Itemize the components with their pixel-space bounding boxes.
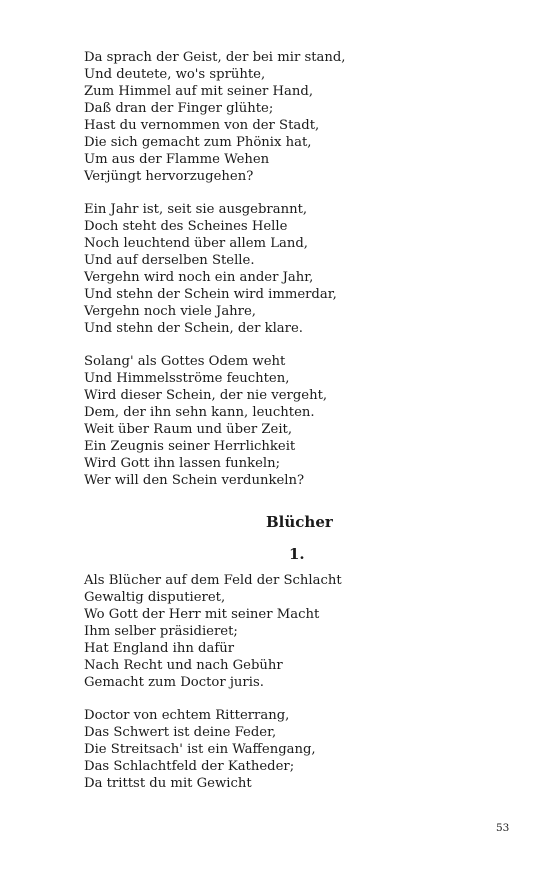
verse-line: Noch leuchtend über allem Land,	[84, 236, 308, 251]
verse-line: Ein Jahr ist, seit sie ausgebrannt,	[84, 202, 308, 217]
verse-line: Da sprach der Geist, der bei mir stand,	[84, 50, 346, 65]
verse-line: Als Blücher auf dem Feld der Schlacht	[84, 573, 342, 588]
verse-line: Weit über Raum und über Zeit,	[84, 422, 293, 437]
verse-line: Und stehn der Schein, der klare.	[84, 321, 303, 336]
verse-line: Ihm selber präsidieret;	[84, 624, 238, 639]
verse-line: Und Himmelsströme feuchten,	[84, 371, 290, 386]
verse-line: Gemacht zum Doctor juris.	[84, 675, 264, 690]
verse-line: Und deutete, wo's sprühte,	[84, 67, 266, 82]
verse-line: Wo Gott der Herr mit seiner Macht	[84, 607, 320, 622]
poem-part-bottom	[84, 572, 484, 808]
verse-line: Wird dieser Schein, der nie vergeht,	[84, 388, 328, 403]
verse-line: Das Schlachtfeld der Katheder;	[84, 759, 295, 774]
verse-line: Wird Gott ihn lassen funkeln;	[84, 456, 281, 471]
verse-line: Das Schwert ist deine Feder,	[84, 725, 277, 740]
verse-line: Vergehn wird noch ein ander Jahr,	[84, 270, 314, 285]
verse-line: Daß dran der Finger glühte;	[84, 101, 274, 116]
poem-part-top	[84, 49, 484, 505]
stanza	[84, 201, 484, 337]
page-number: 53	[496, 822, 510, 834]
verse-line: Hast du vernommen von der Stadt,	[84, 118, 320, 133]
section-number: 1.	[289, 545, 305, 563]
verse-line: Die sich gemacht zum Phönix hat,	[84, 135, 312, 150]
stanza	[84, 572, 484, 691]
section-title: Blücher	[266, 513, 333, 531]
verse-line: Die Streitsach' ist ein Waffengang,	[84, 742, 316, 757]
verse-line: Solang' als Gottes Odem weht	[84, 354, 286, 369]
verse-line: Um aus der Flamme Wehen	[84, 152, 270, 167]
verse-line: Ein Zeugnis seiner Herrlichkeit	[84, 439, 296, 454]
verse-line: Und auf derselben Stelle.	[84, 253, 255, 268]
stanza	[84, 49, 484, 185]
verse-line: Da trittst du mit Gewicht	[84, 776, 252, 791]
verse-line: Zum Himmel auf mit seiner Hand,	[84, 84, 314, 99]
verse-line: Doctor von echtem Ritterrang,	[84, 708, 290, 723]
verse-line: Dem, der ihn sehn kann, leuchten.	[84, 405, 315, 420]
stanza	[84, 707, 484, 792]
verse-line: Wer will den Schein verdunkeln?	[84, 473, 305, 488]
verse-line: Doch steht des Scheines Helle	[84, 219, 288, 234]
verse-line: Und stehn der Schein wird immerdar,	[84, 287, 337, 302]
verse-line: Nach Recht und nach Gebühr	[84, 658, 283, 673]
verse-line: Hat England ihn dafür	[84, 641, 235, 656]
verse-line: Verjüngt hervorzugehen?	[84, 169, 254, 184]
stanza	[84, 353, 484, 489]
verse-line: Gewaltig disputieret,	[84, 590, 226, 605]
verse-line: Vergehn noch viele Jahre,	[84, 304, 256, 319]
